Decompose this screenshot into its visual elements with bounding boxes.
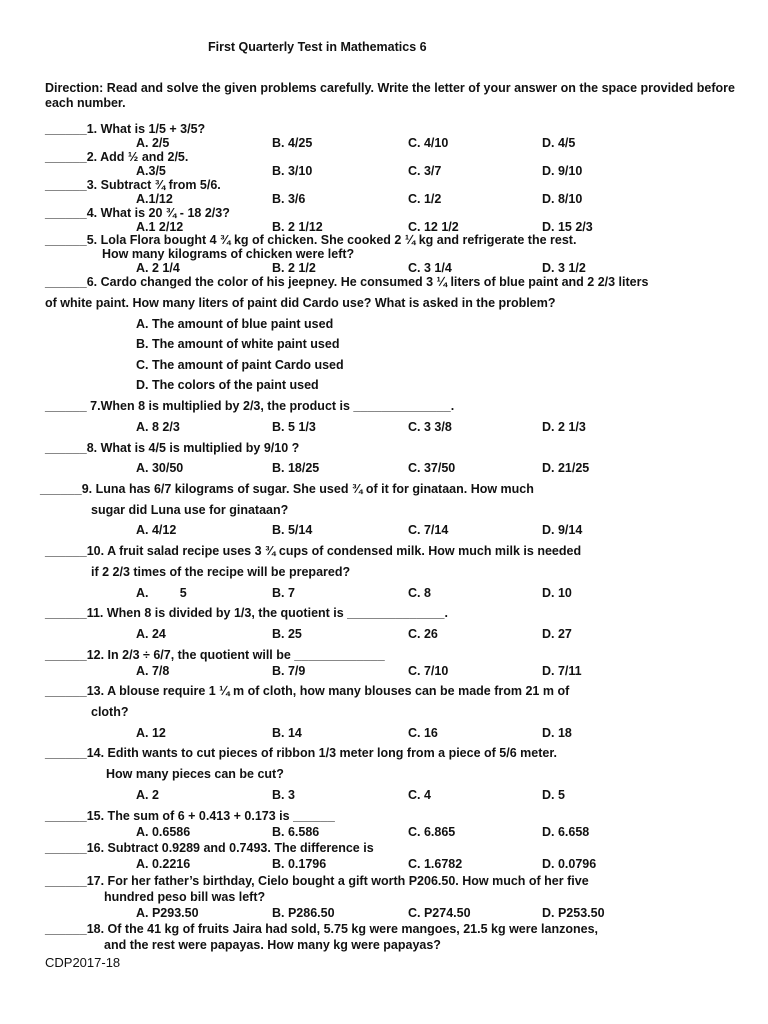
question-3: ______3. Subtract ¾ from 5/6. bbox=[45, 178, 221, 192]
choice-10a: A. 5 bbox=[136, 586, 187, 600]
question-17: ______17. For her father’s birthday, Cielo bought a gift worth P206.50. How much of her five bbox=[45, 874, 589, 888]
choice-8d: D. 21/25 bbox=[542, 461, 590, 475]
choice-13c: C. 16 bbox=[408, 726, 438, 740]
choice-9c: C. 7/14 bbox=[408, 523, 449, 537]
question-7: ______ 7.When 8 is multiplied by 2/3, the product is ______________. bbox=[45, 399, 455, 413]
question-8: ______8. What is 4/5 is multiplied by 9/10 ? bbox=[45, 441, 300, 455]
choice-8c: C. 37/50 bbox=[408, 461, 456, 475]
question-18: ______18. Of the 41 kg of fruits Jaira had sold, 5.75 kg were mangoes, 21.5 kg were lanzones, bbox=[45, 922, 599, 936]
choice-4b: B. 2 1/12 bbox=[272, 220, 323, 234]
question-2: ______2. Add ½ and 2/5. bbox=[45, 150, 189, 164]
choice-13b: B. 14 bbox=[272, 726, 302, 740]
choice-8b: B. 18/25 bbox=[272, 461, 320, 475]
question-11: ______11. When 8 is divided by 1/3, the quotient is ______________. bbox=[45, 606, 448, 620]
option-6c: C. The amount of paint Cardo used bbox=[136, 358, 344, 372]
option-6d: D. The colors of the paint used bbox=[136, 378, 319, 392]
choice-17d: D. P253.50 bbox=[542, 906, 605, 920]
choice-15a: A. 0.6586 bbox=[136, 825, 191, 839]
choice-14d: D. 5 bbox=[542, 788, 565, 802]
question-9: ______9. Luna has 6/7 kilograms of sugar. She used ¾ of it for ginataan. How much bbox=[40, 482, 534, 496]
question-13-line2: cloth? bbox=[91, 705, 129, 719]
question-14-line2: How many pieces can be cut? bbox=[106, 767, 284, 781]
choice-15b: B. 6.586 bbox=[272, 825, 320, 839]
choice-13a: A. 12 bbox=[136, 726, 166, 740]
choice-10d: D. 10 bbox=[542, 586, 572, 600]
choice-9b: B. 5/14 bbox=[272, 523, 313, 537]
question-13: ______13. A blouse require 1 ¼ m of cloth, how many blouses can be made from 21 m of bbox=[45, 684, 570, 698]
choice-3c: C. 1/2 bbox=[408, 192, 442, 206]
choice-15c: C. 6.865 bbox=[408, 825, 456, 839]
footer-code: CDP2017-18 bbox=[45, 955, 121, 970]
choice-4c: C. 12 1/2 bbox=[408, 220, 459, 234]
choice-5c: C. 3 1/4 bbox=[408, 261, 452, 275]
question-15: ______15. The sum of 6 + 0.413 + 0.173 is ______ bbox=[45, 809, 335, 823]
choice-16d: D. 0.0796 bbox=[542, 857, 597, 871]
question-16: ______16. Subtract 0.9289 and 0.7493. The difference is bbox=[45, 841, 374, 855]
choice-11b: B. 25 bbox=[272, 627, 302, 641]
choice-2b: B. 3/10 bbox=[272, 164, 313, 178]
choice-1d: D. 4/5 bbox=[542, 136, 576, 150]
question-18-line2: and the rest were papayas. How many kg were papayas? bbox=[104, 938, 441, 952]
choice-14c: C. 4 bbox=[408, 788, 431, 802]
choice-10c: C. 8 bbox=[408, 586, 431, 600]
choice-12a: A. 7/8 bbox=[136, 664, 170, 678]
question-5-line2: How many kilograms of chicken were left? bbox=[102, 247, 355, 261]
option-6a: A. The amount of blue paint used bbox=[136, 317, 334, 331]
choice-9a: A. 4/12 bbox=[136, 523, 177, 537]
choice-12d: D. 7/11 bbox=[542, 664, 582, 678]
question-10: ______10. A fruit salad recipe uses 3 ¾ cups of condensed milk. How much milk is needed bbox=[45, 544, 582, 558]
choice-15d: D. 6.658 bbox=[542, 825, 590, 839]
choice-8a: A. 30/50 bbox=[136, 461, 184, 475]
choice-17a: A. P293.50 bbox=[136, 906, 199, 920]
choice-14a: A. 2 bbox=[136, 788, 159, 802]
question-17-line2: hundred peso bill was left? bbox=[104, 890, 266, 904]
choice-16b: B. 0.1796 bbox=[272, 857, 327, 871]
option-6b: B. The amount of white paint used bbox=[136, 337, 340, 351]
choice-17b: B. P286.50 bbox=[272, 906, 335, 920]
question-10-line2: if 2 2/3 times of the recipe will be prepared? bbox=[91, 565, 351, 579]
choice-12b: B. 7/9 bbox=[272, 664, 306, 678]
choice-4d: D. 15 2/3 bbox=[542, 220, 593, 234]
choice-1a: A. 2/5 bbox=[136, 136, 170, 150]
question-9-line2: sugar did Luna use for ginataan? bbox=[91, 503, 289, 517]
question-4: ______4. What is 20 ¾ - 18 2/3? bbox=[45, 206, 230, 220]
choice-12c: C. 7/10 bbox=[408, 664, 449, 678]
choice-1b: B. 4/25 bbox=[272, 136, 313, 150]
choice-10b: B. 7 bbox=[272, 586, 295, 600]
choice-2a: A.3/5 bbox=[136, 164, 166, 178]
question-12: ______12. In 2/3 ÷ 6/7, the quotient will be _____________ bbox=[45, 648, 385, 662]
choice-2d: D. 9/10 bbox=[542, 164, 583, 178]
choice-13d: D. 18 bbox=[542, 726, 572, 740]
choice-16a: A. 0.2216 bbox=[136, 857, 191, 871]
choice-1c: C. 4/10 bbox=[408, 136, 449, 150]
choice-11a: A. 24 bbox=[136, 627, 166, 641]
choice-3d: D. 8/10 bbox=[542, 192, 583, 206]
question-6: ______6. Cardo changed the color of his jeepney. He consumed 3 ¼ liters of blue paint and 2 2/3 liters bbox=[45, 275, 649, 289]
choice-16c: C. 1.6782 bbox=[408, 857, 463, 871]
choice-7a: A. 8 2/3 bbox=[136, 420, 180, 434]
choice-11d: D. 27 bbox=[542, 627, 572, 641]
choice-2c: C. 3/7 bbox=[408, 164, 442, 178]
choice-3b: B. 3/6 bbox=[272, 192, 306, 206]
choice-5a: A. 2 1/4 bbox=[136, 261, 180, 275]
choice-4a: A.1 2/12 bbox=[136, 220, 184, 234]
choice-5d: D. 3 1/2 bbox=[542, 261, 586, 275]
choice-7b: B. 5 1/3 bbox=[272, 420, 316, 434]
page-title: First Quarterly Test in Mathematics 6 bbox=[208, 40, 427, 54]
choice-14b: B. 3 bbox=[272, 788, 295, 802]
choice-7c: C. 3 3/8 bbox=[408, 420, 452, 434]
choice-7d: D. 2 1/3 bbox=[542, 420, 586, 434]
choice-17c: C. P274.50 bbox=[408, 906, 471, 920]
question-14: ______14. Edith wants to cut pieces of ribbon 1/3 meter long from a piece of 5/6 meter. bbox=[45, 746, 557, 760]
choice-11c: C. 26 bbox=[408, 627, 438, 641]
choice-5b: B. 2 1/2 bbox=[272, 261, 316, 275]
question-1: ______1. What is 1/5 + 3/5? bbox=[45, 122, 206, 136]
question-6-line2: of white paint. How many liters of paint did Cardo use? What is asked in the problem? bbox=[45, 296, 556, 310]
direction-text: Direction: Read and solve the given problems carefully. Write the letter of your answer on the space provided before each number. bbox=[45, 81, 735, 110]
question-5: ______5. Lola Flora bought 4 ¾ kg of chicken. She cooked 2 ¼ kg and refrigerate the rest. bbox=[45, 233, 577, 247]
choice-9d: D. 9/14 bbox=[542, 523, 583, 537]
choice-3a: A.1/12 bbox=[136, 192, 173, 206]
